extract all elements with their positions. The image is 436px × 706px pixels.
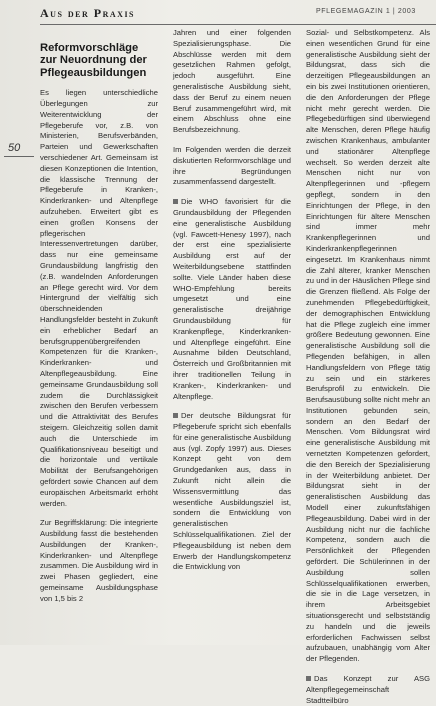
header-rule bbox=[40, 24, 436, 25]
bullet-paragraph: Die WHO favorisiert für die Grundausbildung der Pflegenden eine generalistische Ausbildung (vgl. Fawcett-Henesy 1997), nach der erst eine spezialisierte Ausbildung erst auf der Weiterbildungsebene stattfinden sollte. Viele Länder haben diese WHO-Empfehlung bereits umgesetzt und eine generalistische dreijährige Grundausbildung für Krankenpflege, Kinderkranken- und Altenpflege eingeführt. Eine Ausnahme bilden Deutschland, Österreich und Großbritannien mit ihrer traditionellen Teilung in Kranken-, Kinderkranken- und Altenpflege. bbox=[173, 197, 291, 401]
paragraph: Im Folgenden werden die derzeit diskutierten Reformvorschläge und ihre Begründungen zusammenfassend dargestellt. bbox=[173, 144, 291, 187]
text-column-3 bbox=[306, 28, 430, 705]
page-number-rule bbox=[4, 156, 34, 157]
magazine-issue-header: PFLEGEMAGAZIN 1 | 2003 bbox=[316, 8, 416, 15]
paragraph: Jahren und einer folgenden Spezialisierungsphase. Die Abschlüsse werden mit dem gesetzlichen Rahmen gefolgt, jedoch ausgeführt. Eine generalistische Ausbildung sieht, dass der Beruf zu einem neuen Beruf zusammengeführt wird, mit einem Abschluss ohne eine Berufsbezeichnung. bbox=[173, 28, 291, 135]
paragraph: Zur Begriffsklärung: Die integrierte Ausbildung fasst die bestehenden Ausbildungen der Kranken-, Kinderkranken- und Altenpflege zusammen. Die Ausbildung wird in zwei Phasen gegliedert, eine gemeinsame Ausbildungsphase von 1,5 bis 2 bbox=[40, 518, 158, 603]
text-column-2 bbox=[173, 28, 291, 582]
section-header: Aus der Praxis bbox=[40, 6, 136, 20]
text-column-1 bbox=[40, 28, 158, 614]
paragraph: Es liegen unterschiedliche Überlegungen zur Weiterentwicklung der Pflegeberufe vor, z.B. von Ministerien, Berufsverbänden, Parteien und Gewerkschaften verschiedener Art. Gemeinsam ist diesen Konzeptionen die Intention, die klassische Trennung der Pflegeberufe in Kranken-, Kinderkranken- und Altenpflege aufzuheben. Erweitert gibt es einen großen Konsens der pflegerischen Interessenvertretungen darüber, dass nur eine gemeinsame Grundausbildung langfristig den (z.B. wandelnden Anforderungen an Pflege gerecht wird. Vor dem Hintergrund der vielfältig sich überschneidenden Handlungsfelder besteht in Zukunft ein erheblicher Bedarf an berufsgruppenübergreifenden Kompetenzen für die Kranken-, Kinderkranken- und Altenpflegeausbildung. Eine gemeinsame Grundausbildung soll zudem die Durchlässigkeit zwischen den Berufen verbessern und die Attraktivität des Berufes steigern. Gleichzeitig sollen damit auch die Unterschiede im Qualifikationsniveau beseitigt und die horizontale und vertikale Mobilität der Berufsangehörigen gefördert sowie Chancen auf dem europäischen Arbeitsmarkt erhöht werden. bbox=[40, 88, 158, 508]
bullet-paragraph: Das Konzept zur ASG Altenpflegegemeinschaft Stadtteilbüro bbox=[306, 674, 430, 705]
article-title: Reformvorschläge zur Neuordnung der Pflegeausbildungen bbox=[40, 42, 147, 79]
paragraph: Sozial- und Selbstkompetenz. Als einen wesentlichen Grund für eine generalistische Ausbildung sieht der Bildungsrat, dass sich die derzeitigen Pflegeausbildungen an ein bis zwei Institutionen orientieren, die den Anforderungen der Pflege nicht mehr gerecht werden. Die Pflegebedürftigen sind überwiegend alte Menschen, deren Pflege häufig zwischen Krankenhaus, ambulanter und stationärer Altenpflege wechselt. So werden derzeit alte Menschen nicht nur von Altenpflegerinnen und -pflegern gepflegt, sondern in den Einrichtungen der Pflege, in den Einrichtungen für ältere Menschen sind immer mehr Krankenpflegerinnen und Kinderkrankenpflegerinnen eingesetzt. Im Krankenhaus nimmt die Zahl älterer, kranker Menschen zu und in der Häuslichen Pflege sind die Grenzen fließend. Als Folge der zunehmenden Pflegebedürftigkeit, der demographischen Entwicklung hat die Pflege zugleich eine immer größere Bedeutung gewonnen. Eine generalistische Ausbildung soll die Pflegenden befähigen, in allen Handlungsfeldern von Pflege tätig zu sein und ein stärkeres Berufsprofil zu entwickeln. Die Berufsausübung sollte nicht mehr an Institutionen gebunden sein, sondern an den Bedarf der Menschen. Vom Bildungsrat wird eine generalistische Ausbildung mit vernetzten Kompetenzen gefordert, die den Bereich der Spezialisierung in der Weiterbildung anbietet. Der Bildungsrat sieht in der generalistischen Ausbildung das Modell einer zukunftsfähigen Pflegeausbildung. Dabei wird in der Ausbildung nicht nur die fachliche Kompetenz, sondern auch die Persönlichkeit der Pflegenden gefördert. Die Schülerinnen in der Ausbildung sollen Schlüsselqualifikationen erwerben, die sie in die Lage versetzen, in ihrem Arbeitsgebiet situationsgerecht und selbstständig zu handeln und die jeweils erforderlichen Fachwissen selbst aufzubauen, unabhängig vom Alter der Pflegenden. bbox=[306, 28, 430, 664]
page-number: 50 bbox=[8, 142, 21, 154]
bullet-paragraph: Der deutsche Bildungsrat für Pflegeberufe spricht sich ebenfalls für eine generalistische Ausbildung aus (vgl. Zopfy 1997) aus. Dieses Konzept geht von dem Grundgedanken aus, dass in Zukunft nicht allein die Wissensvermittlung das wesentliche Ausbildungsziel ist, sondern die Entwicklung von generalistischen Schlüsselqualifikationen. Ziel der Pflegeausbildung ist neben dem Erwerb der Handlungskompetenz die Entwicklung von bbox=[173, 411, 291, 572]
